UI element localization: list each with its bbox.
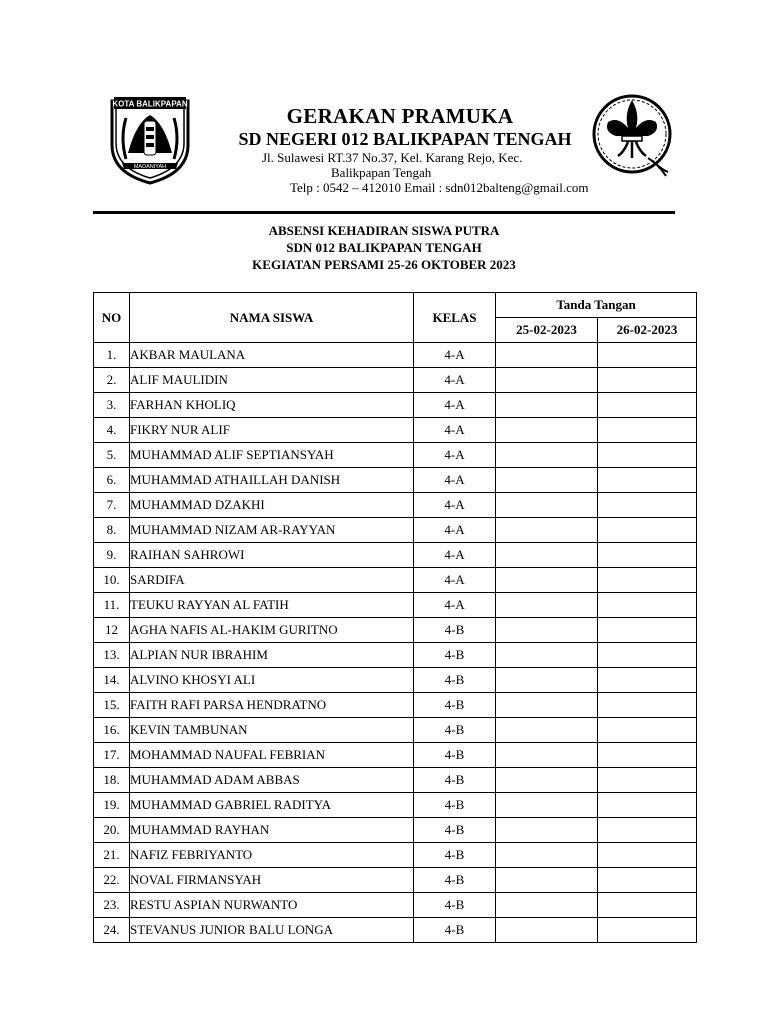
- column-header-name: NAMA SISWA: [130, 293, 414, 343]
- org-title: GERAKAN PRAMUKA: [286, 104, 514, 128]
- table-row: [94, 893, 697, 918]
- student-name: ALVINO KHOSYI ALI: [130, 668, 414, 693]
- table-row: [94, 518, 697, 543]
- table-row: [94, 593, 697, 618]
- row-number: 11.: [94, 593, 130, 618]
- signature-cell-date-2: [598, 893, 697, 918]
- signature-cell-date-1: [496, 368, 598, 393]
- student-name: MUHAMMAD ALIF SEPTIANSYAH: [130, 443, 414, 468]
- student-class: 4-A: [414, 543, 496, 568]
- student-name: FARHAN KHOLIQ: [130, 393, 414, 418]
- row-number: 15.: [94, 693, 130, 718]
- student-name: MUHAMMAD RAYHAN: [130, 818, 414, 843]
- table-row: [94, 693, 697, 718]
- row-number: 24.: [94, 918, 130, 943]
- student-name: AGHA NAFIS AL-HAKIM GURITNO: [130, 618, 414, 643]
- table-row: [94, 568, 697, 593]
- letterhead-divider: [93, 211, 675, 214]
- table-row: [94, 493, 697, 518]
- table-row: [94, 768, 697, 793]
- student-class: 4-A: [414, 493, 496, 518]
- row-number: 4.: [94, 418, 130, 443]
- row-number: 12: [94, 618, 130, 643]
- student-class: 4-B: [414, 768, 496, 793]
- student-name: STEVANUS JUNIOR BALU LONGA: [130, 918, 414, 943]
- student-class: 4-A: [414, 393, 496, 418]
- row-number: 13.: [94, 643, 130, 668]
- row-number: 17.: [94, 743, 130, 768]
- table-row: [94, 668, 697, 693]
- row-number: 22.: [94, 868, 130, 893]
- signature-cell-date-1: [496, 618, 598, 643]
- row-number: 14.: [94, 668, 130, 693]
- signature-cell-date-1: [496, 418, 598, 443]
- signature-cell-date-1: [496, 918, 598, 943]
- student-class: 4-A: [414, 443, 496, 468]
- student-class: 4-A: [414, 518, 496, 543]
- student-class: 4-A: [414, 368, 496, 393]
- row-number: 9.: [94, 543, 130, 568]
- row-number: 3.: [94, 393, 130, 418]
- table-row: [94, 818, 697, 843]
- student-class: 4-A: [414, 343, 496, 368]
- signature-cell-date-2: [598, 643, 697, 668]
- student-name: RAIHAN SAHROWI: [130, 543, 414, 568]
- signature-cell-date-2: [598, 518, 697, 543]
- signature-cell-date-1: [496, 668, 598, 693]
- signature-cell-date-1: [496, 868, 598, 893]
- row-number: 16.: [94, 718, 130, 743]
- student-name: SARDIFA: [130, 568, 414, 593]
- signature-cell-date-2: [598, 743, 697, 768]
- student-class: 4-B: [414, 693, 496, 718]
- student-class: 4-B: [414, 618, 496, 643]
- column-header-date-1: 25-02-2023: [496, 318, 598, 343]
- signature-cell-date-1: [496, 768, 598, 793]
- svg-text:KOTA BALIKPAPAN: KOTA BALIKPAPAN: [112, 99, 188, 109]
- student-name: NOVAL FIRMANSYAH: [130, 868, 414, 893]
- signature-cell-date-1: [496, 593, 598, 618]
- document-title-3: KEGIATAN PERSAMI 25-26 OKTOBER 2023: [252, 257, 516, 272]
- row-number: 18.: [94, 768, 130, 793]
- address-line-2: Balikpapan Tengah: [331, 165, 432, 180]
- signature-cell-date-1: [496, 543, 598, 568]
- student-class: 4-A: [414, 568, 496, 593]
- student-class: 4-B: [414, 793, 496, 818]
- signature-cell-date-1: [496, 518, 598, 543]
- signature-cell-date-1: [496, 843, 598, 868]
- signature-cell-date-1: [496, 743, 598, 768]
- document-title-1: ABSENSI KEHADIRAN SISWA PUTRA: [268, 223, 500, 238]
- address-line-1: Jl. Sulawesi RT.37 No.37, Kel. Karang Rejo, Kec.: [262, 150, 523, 165]
- svg-text:MADANIYAH: MADANIYAH: [133, 164, 167, 170]
- student-class: 4-B: [414, 868, 496, 893]
- column-header-class: KELAS: [414, 293, 496, 343]
- student-name: MUHAMMAD GABRIEL RADITYA: [130, 793, 414, 818]
- signature-cell-date-2: [598, 343, 697, 368]
- table-row: [94, 793, 697, 818]
- student-class: 4-A: [414, 593, 496, 618]
- signature-cell-date-2: [598, 568, 697, 593]
- kota-balikpapan-emblem-icon: [106, 93, 194, 185]
- signature-cell-date-2: [598, 793, 697, 818]
- table-row: [94, 368, 697, 393]
- student-class: 4-B: [414, 893, 496, 918]
- column-header-no: NO: [94, 293, 130, 343]
- signature-cell-date-2: [598, 418, 697, 443]
- signature-cell-date-2: [598, 918, 697, 943]
- signature-cell-date-2: [598, 543, 697, 568]
- column-header-signature: Tanda Tangan: [496, 293, 697, 318]
- table-row: [94, 618, 697, 643]
- row-number: 21.: [94, 843, 130, 868]
- signature-cell-date-1: [496, 468, 598, 493]
- signature-cell-date-2: [598, 443, 697, 468]
- signature-cell-date-1: [496, 643, 598, 668]
- student-class: 4-B: [414, 643, 496, 668]
- document-titles: [0, 222, 768, 273]
- student-class: 4-A: [414, 468, 496, 493]
- document-title-2: SDN 012 BALIKPAPAN TENGAH: [286, 240, 482, 255]
- signature-cell-date-2: [598, 868, 697, 893]
- table-row: [94, 918, 697, 943]
- contact-info: Telp : 0542 – 412010 Email : sdn012balteng@gmail.com: [290, 180, 589, 195]
- student-name: MUHAMMAD ADAM ABBAS: [130, 768, 414, 793]
- table-row: [94, 543, 697, 568]
- table-row: [94, 868, 697, 893]
- table-row: [94, 468, 697, 493]
- row-number: 19.: [94, 793, 130, 818]
- table-row: [94, 743, 697, 768]
- row-number: 20.: [94, 818, 130, 843]
- student-name: MUHAMMAD DZAKHI: [130, 493, 414, 518]
- student-name: ALPIAN NUR IBRAHIM: [130, 643, 414, 668]
- table-row: [94, 643, 697, 668]
- student-name: TEUKU RAYYAN AL FATIH: [130, 593, 414, 618]
- table-row: [94, 343, 697, 368]
- student-class: 4-B: [414, 718, 496, 743]
- student-class: 4-B: [414, 743, 496, 768]
- signature-cell-date-1: [496, 893, 598, 918]
- row-number: 7.: [94, 493, 130, 518]
- signature-cell-date-2: [598, 818, 697, 843]
- row-number: 23.: [94, 893, 130, 918]
- school-title: SD NEGERI 012 BALIKPAPAN TENGAH: [238, 129, 572, 149]
- signature-cell-date-1: [496, 818, 598, 843]
- student-name: FAITH RAFI PARSA HENDRATNO: [130, 693, 414, 718]
- table-row: [94, 393, 697, 418]
- row-number: 8.: [94, 518, 130, 543]
- signature-cell-date-2: [598, 593, 697, 618]
- row-number: 10.: [94, 568, 130, 593]
- student-name: KEVIN TAMBUNAN: [130, 718, 414, 743]
- student-class: 4-B: [414, 918, 496, 943]
- attendance-table: [93, 292, 697, 943]
- signature-cell-date-1: [496, 693, 598, 718]
- signature-cell-date-1: [496, 568, 598, 593]
- signature-cell-date-1: [496, 718, 598, 743]
- table-row: [94, 718, 697, 743]
- signature-cell-date-1: [496, 793, 598, 818]
- student-name: MOHAMMAD NAUFAL FEBRIAN: [130, 743, 414, 768]
- student-class: 4-B: [414, 843, 496, 868]
- signature-cell-date-2: [598, 468, 697, 493]
- student-name: MUHAMMAD NIZAM AR-RAYYAN: [130, 518, 414, 543]
- table-row: [94, 418, 697, 443]
- signature-cell-date-2: [598, 768, 697, 793]
- row-number: 2.: [94, 368, 130, 393]
- student-name: MUHAMMAD ATHAILLAH DANISH: [130, 468, 414, 493]
- signature-cell-date-2: [598, 693, 697, 718]
- column-header-date-2: 26-02-2023: [598, 318, 697, 343]
- signature-cell-date-1: [496, 393, 598, 418]
- signature-cell-date-1: [496, 493, 598, 518]
- signature-cell-date-2: [598, 668, 697, 693]
- student-name: RESTU ASPIAN NURWANTO: [130, 893, 414, 918]
- student-name: ALIF MAULIDIN: [130, 368, 414, 393]
- signature-cell-date-2: [598, 393, 697, 418]
- signature-cell-date-2: [598, 718, 697, 743]
- student-class: 4-A: [414, 418, 496, 443]
- signature-cell-date-2: [598, 843, 697, 868]
- signature-cell-date-2: [598, 493, 697, 518]
- student-class: 4-B: [414, 818, 496, 843]
- student-name: FIKRY NUR ALIF: [130, 418, 414, 443]
- signature-cell-date-2: [598, 618, 697, 643]
- table-row: [94, 443, 697, 468]
- table-row: [94, 843, 697, 868]
- signature-cell-date-1: [496, 443, 598, 468]
- signature-cell-date-2: [598, 368, 697, 393]
- student-class: 4-B: [414, 668, 496, 693]
- student-name: NAFIZ FEBRIYANTO: [130, 843, 414, 868]
- row-number: 5.: [94, 443, 130, 468]
- signature-cell-date-1: [496, 343, 598, 368]
- row-number: 1.: [94, 343, 130, 368]
- row-number: 6.: [94, 468, 130, 493]
- student-name: AKBAR MAULANA: [130, 343, 414, 368]
